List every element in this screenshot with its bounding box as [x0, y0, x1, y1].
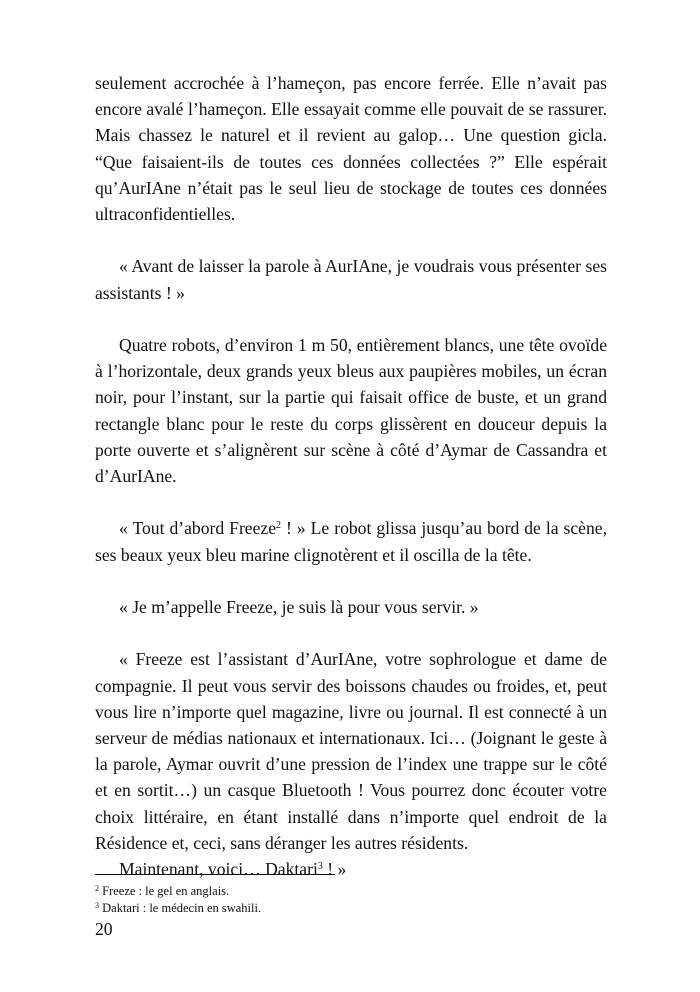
- footnote-3-text: Daktari : le médecin en swahili.: [102, 900, 262, 915]
- paragraph-7-end: ! »: [322, 859, 347, 880]
- footnote-separator: [95, 874, 335, 875]
- paragraph-2: « Avant de laisser la parole à AurIAne, je voudrais vous présenter ses assistants ! »: [95, 256, 607, 303]
- paragraph-4-start: « Tout d’abord Freeze: [119, 518, 277, 539]
- paragraph-6: « Freeze est l’assistant d’AurIAne, votre sophrologue et dame de compagnie. Il peut vous servir des boissons chaudes ou froides, et, peut vous lire n’importe quel magazine, livre ou journal. Il est connecté à un serveur de médias nationaux et internationaux. Ici… (Joignant le geste à la parole, Aymar ouvrit d’une pression de l’index une trappe sur le côté et en sortit…) un casque Bluetooth ! Vous pourrez donc écouter votre choix littéraire, en étant installé dans n’importe quel endroit de la Résidence et, ceci, sans déranger les autres résidents.: [95, 649, 607, 853]
- footnote-2-text: Freeze : le gel en anglais.: [102, 884, 230, 898]
- paragraph-3: Quatre robots, d’environ 1 m 50, entièrement blancs, une tête ovoïde à l’horizontale, deux grands yeux bleus aux paupières mobiles, un écran noir, pour l’instant, sur la partie qui faisait office de buste, et un grand rectangle blanc pour le reste du corps glissèrent en douceur depuis la porte ouverte et s’alignèrent sur scène à côté d’Aymar de Cassandra et d’AurIAne.: [95, 335, 607, 487]
- paragraph-7: [95, 856, 607, 882]
- footnote-3-number: 3: [95, 900, 99, 910]
- footnote-2-number: 2: [95, 884, 99, 893]
- footnote-ref-3: 3: [317, 861, 323, 873]
- paragraph-5: « Je m’appelle Freeze, je suis là pour vous servir. »: [119, 597, 479, 617]
- footnotes: [95, 883, 495, 916]
- paragraph-1: seulement accrochée à l’hameçon, pas encore ferrée. Elle n’avait pas encore avalé l’hameçon. Elle essayait comme elle pouvait de se rassurer. Mais chassez le naturel et il revient au galop… Une question gicla. “Que faisaient-ils de toutes ces données collectées ?” Elle espérait qu’AurIAne n’était pas le seul lieu de stockage de toutes ces données ultraconfidentielles.: [95, 73, 607, 225]
- footnote-3: [95, 900, 495, 917]
- paragraph-7-start: Maintenant, voici… Daktari: [119, 859, 318, 880]
- footnote-ref-2: 2: [276, 520, 282, 532]
- page-number: 20: [95, 919, 113, 939]
- paragraph-4-end: ! » Le robot glissa jusqu’au bord de la scène, ses beaux yeux bleu marine clignotèrent et il oscilla de la tête.: [95, 518, 607, 565]
- footnote-2: [95, 883, 495, 900]
- main-text: [95, 70, 607, 882]
- paragraph-4: [95, 515, 607, 567]
